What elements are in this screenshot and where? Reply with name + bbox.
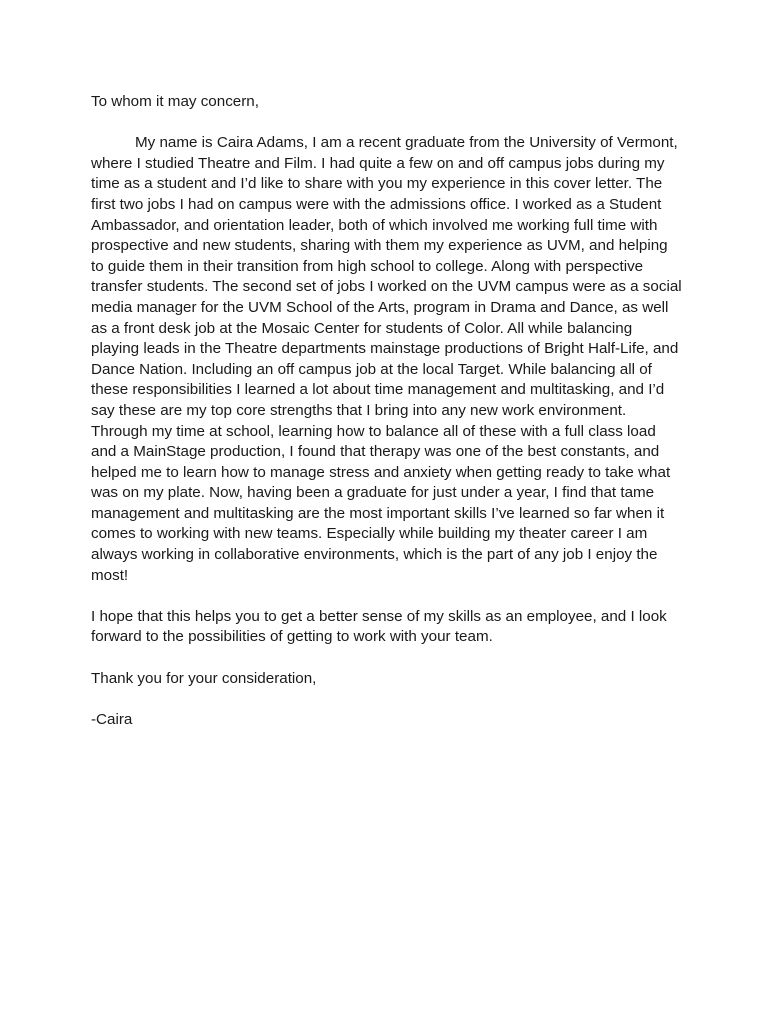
signature-text: -Caira xyxy=(91,710,133,728)
closing-line: I hope that this helps you to get a better sense of my skills as an employee, and I look xyxy=(91,607,667,625)
body-line: Ambassador, and orientation leader, both of which involved me working full time with xyxy=(91,216,658,234)
body-line: first two jobs I had on campus were with the admissions office. I worked as a Student xyxy=(91,195,662,213)
body-line: Through my time at school, learning how to balance all of these with a full class load xyxy=(91,422,656,440)
cover-letter xyxy=(91,92,683,751)
salutation-text: To whom it may concern, xyxy=(91,93,259,110)
thanks-text: Thank you for your consideration, xyxy=(91,669,317,687)
body-line: was on my plate. Now, having been a graduate for just under a year, I find that tame xyxy=(91,484,655,502)
body-line: always working in collaborative environments, which is the part of any job I enjoy the xyxy=(91,546,658,564)
body-line: to guide them in their transition from high school to college. Along with perspective xyxy=(91,257,644,275)
body-line: My name is Caira Adams, I am a recent graduate from the University of Vermont, xyxy=(135,134,678,152)
body-line: and a MainStage production, I found that therapy was one of the best constants, and xyxy=(91,443,660,461)
signature xyxy=(91,710,683,731)
closing-line: forward to the possibilities of getting to work with your team. xyxy=(91,628,493,646)
body-line: comes to working with new teams. Especially while building my theater career I am xyxy=(91,525,648,543)
closing-paragraph xyxy=(91,607,683,648)
body-line: Dance Nation. Including an off campus job at the local Target. While balancing all of xyxy=(91,360,652,378)
body-line: as a front desk job at the Mosaic Center for students of Color. All while balancing xyxy=(91,319,633,337)
body-line: these responsibilities I learned a lot about time management and multitasking, and I’d xyxy=(91,381,665,399)
body-line: most! xyxy=(91,566,129,584)
body-line: where I studied Theatre and Film. I had quite a few on and off campus jobs during my xyxy=(91,154,665,172)
body-line: transfer students. The second set of jobs I worked on the UVM campus were as a social xyxy=(91,278,682,296)
thanks-line xyxy=(91,669,683,690)
body-line: prospective and new students, sharing with them my experience as UVM, and helping xyxy=(91,237,668,255)
body-line: time as a student and I’d like to share with you my experience in this cover letter. The xyxy=(91,175,663,193)
body-line: playing leads in the Theatre departments mainstage productions of Bright Half-Life, and xyxy=(91,340,679,358)
body-paragraph xyxy=(91,133,683,586)
salutation xyxy=(91,92,683,113)
body-line: media manager for the UVM School of the Arts, program in Drama and Dance, as well xyxy=(91,298,669,316)
body-line: say these are my top core strengths that I bring into any new work environment. xyxy=(91,401,627,419)
body-line: helped me to learn how to manage stress and anxiety when getting ready to take what xyxy=(91,463,671,481)
body-line: management and multitasking are the most important skills I’ve learned so far when it xyxy=(91,504,665,522)
